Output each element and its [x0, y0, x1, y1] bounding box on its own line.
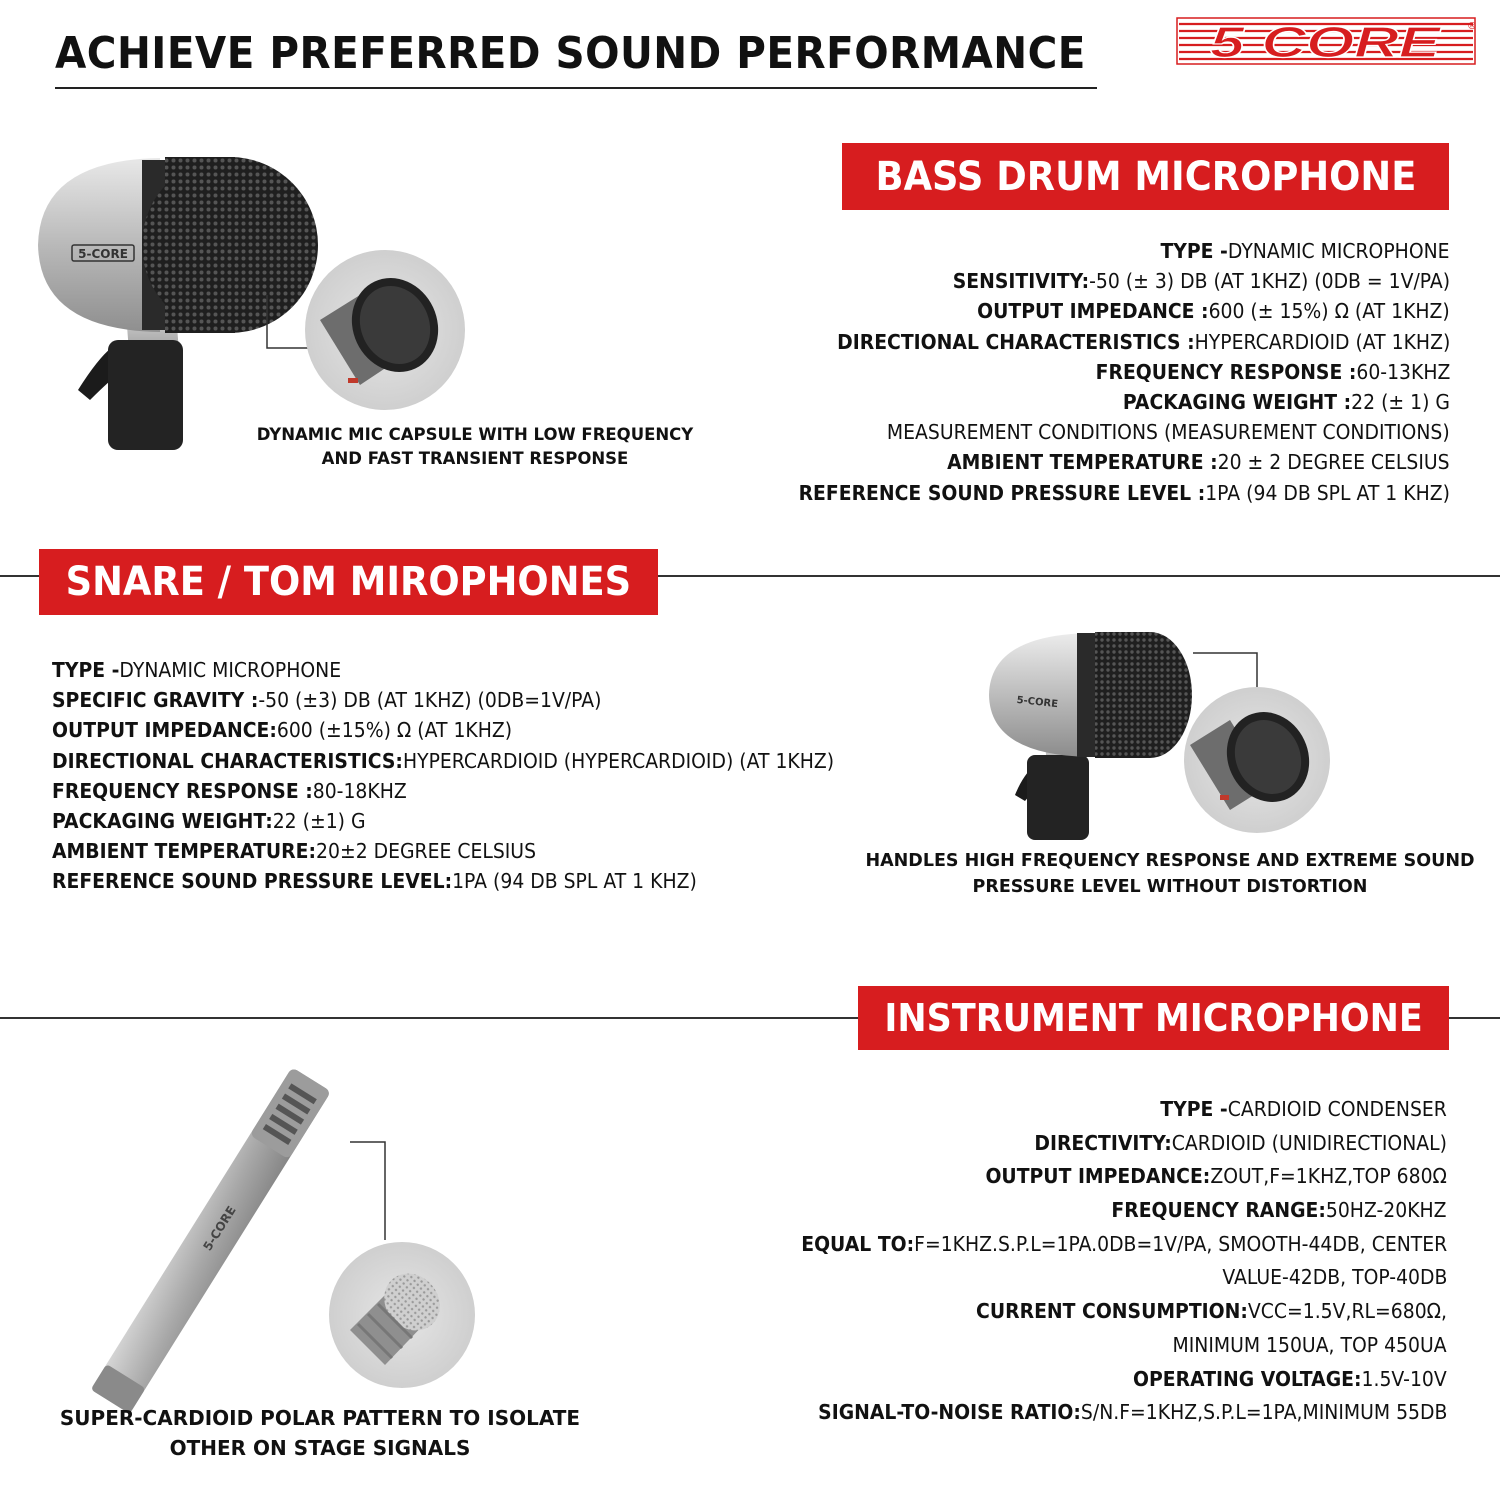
section-divider — [0, 1017, 858, 1019]
instrument-specs — [760, 1093, 1447, 1430]
spec-row: DIRECTIONAL CHARACTERISTICS :HYPERCARDIOID (AT 1KHZ) — [836, 329, 1450, 354]
brand-logo — [1177, 15, 1475, 67]
spec-row: OUTPUT IMPEDANCE :600 (± 15%) Ω (AT 1KHZ) — [977, 299, 1450, 324]
logo-text: 5 CORE — [1210, 18, 1443, 67]
spec-row: AMBIENT TEMPERATURE :20 ± 2 DEGREE CELSIUS — [947, 450, 1450, 475]
bass-drum-mic-image — [30, 150, 470, 450]
spec-row: SPECIFIC GRAVITY :-50 (±3) DB (AT 1KHZ) (0DB=1V/PA) — [52, 688, 602, 713]
registered-mark: ® — [1467, 21, 1477, 32]
snare-tom-specs — [52, 655, 884, 897]
section-divider — [0, 575, 39, 577]
instrument-caption: SUPER-CARDIOID POLAR PATTERN TO ISOLATE OTHER ON STAGE SIGNALS — [59, 1406, 581, 1460]
section-divider — [658, 575, 1500, 577]
bass-drum-caption: DYNAMIC MIC CAPSULE WITH LOW FREQUENCY AND FAST TRANSIENT RESPONSE — [256, 425, 694, 468]
spec-row: AMBIENT TEMPERATURE:20±2 DEGREE CELSIUS — [52, 839, 537, 864]
spec-row: PACKAGING WEIGHT:22 (±1) G — [52, 808, 366, 833]
instrument-mic-image — [50, 1080, 490, 1400]
spec-row: DIRECTIVITY:CARDIOID (UNIDIRECTIONAL) — [1034, 1130, 1447, 1155]
spec-row: SIGNAL-TO-NOISE RATIO:S/N.F=1KHZ,S.P.L=1PA,MINIMUM 55DB — [817, 1400, 1447, 1425]
spec-row: OUTPUT IMPEDANCE:600 (±15%) Ω (AT 1KHZ) — [52, 718, 513, 743]
spec-row: MINIMUM 150UA, TOP 450UA — [1172, 1332, 1447, 1357]
mic-brand-label: 5-CORE — [1016, 694, 1059, 711]
spec-row: FREQUENCY RESPONSE :80-18KHZ — [52, 778, 407, 803]
page-title: ACHIEVE PREFERRED SOUND PERFORMANCE — [55, 28, 1086, 79]
spec-row: TYPE -CARDIOID CONDENSER — [1160, 1097, 1447, 1121]
bass-drum-specs — [757, 236, 1450, 508]
spec-row: DIRECTIONAL CHARACTERISTICS:HYPERCARDIOID (HYPERCARDIOID) (AT 1KHZ) — [52, 748, 835, 773]
spec-row: REFERENCE SOUND PRESSURE LEVEL:1PA (94 DB SPL AT 1 KHZ) — [52, 869, 697, 894]
spec-row: OUTPUT IMPEDANCE:ZOUT,F=1KHZ,TOP 680Ω — [985, 1164, 1447, 1189]
spec-row: EQUAL TO:F=1KHZ.S.P.L=1PA.0DB=1V/PA, SMOOTH-44DB, CENTER — [801, 1231, 1447, 1256]
spec-row: FREQUENCY RESPONSE :60-13KHZ — [1095, 359, 1450, 384]
bass-drum-banner: BASS DRUM MICROPHONE — [842, 143, 1449, 210]
spec-row: OPERATING VOLTAGE:1.5V-10V — [1133, 1366, 1447, 1391]
snare-tom-banner: SNARE / TOM MIROPHONES — [39, 549, 658, 615]
title-divider — [55, 87, 1097, 89]
mic-brand-label: 5-CORE — [200, 1203, 239, 1254]
spec-row: MEASUREMENT CONDITIONS (MEASUREMENT CONDITIONS) — [887, 420, 1450, 445]
spec-row: TYPE -DYNAMIC MICROPHONE — [52, 658, 342, 682]
instrument-banner: INSTRUMENT MICROPHONE — [858, 986, 1449, 1050]
spec-row: CURRENT CONSUMPTION:VCC=1.5V,RL=680Ω, — [976, 1299, 1447, 1324]
spec-row: REFERENCE SOUND PRESSURE LEVEL :1PA (94 DB SPL AT 1 KHZ) — [798, 480, 1450, 505]
spec-row: SENSITIVITY:-50 (± 3) DB (AT 1KHZ) (0DB = 1V/PA) — [952, 269, 1450, 294]
spec-row: VALUE-42DB, TOP-40DB — [1221, 1265, 1447, 1290]
spec-row: TYPE -DYNAMIC MICROPHONE — [1160, 239, 1450, 263]
spec-row: FREQUENCY RANGE:50HZ-20KHZ — [1111, 1198, 1447, 1223]
snare-tom-caption: HANDLES HIGH FREQUENCY RESPONSE AND EXTREME SOUND PRESSURE LEVEL WITHOUT DISTORTION — [865, 851, 1475, 897]
section-divider — [1449, 1017, 1500, 1019]
snare-tom-mic-image — [985, 625, 1340, 840]
mic-brand-label: 5-CORE — [78, 247, 128, 261]
spec-row: PACKAGING WEIGHT :22 (± 1) G — [1122, 389, 1450, 414]
